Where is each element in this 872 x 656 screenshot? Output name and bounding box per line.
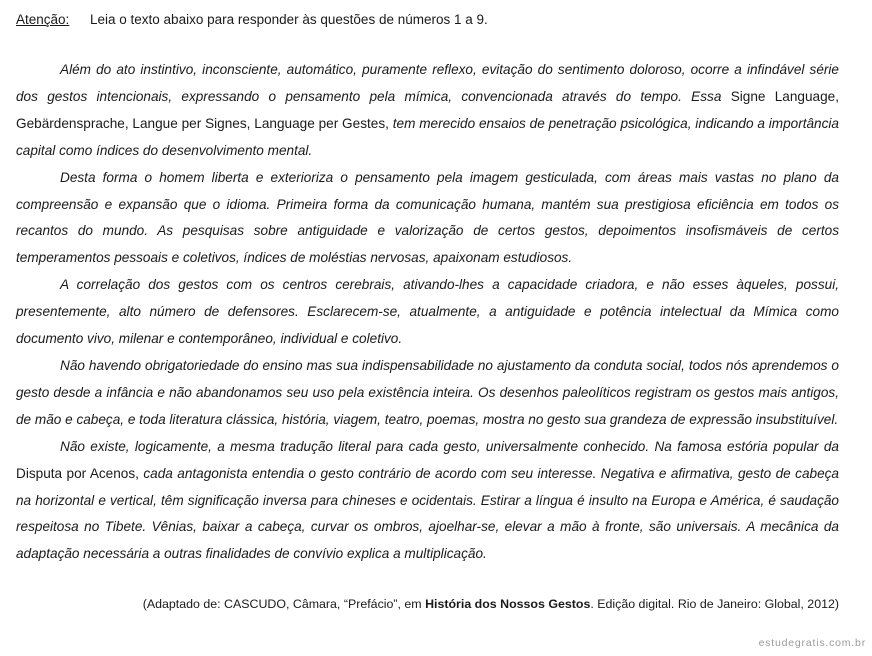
paragraph-5-part-c: cada antagonista entendia o gesto contrário de acordo com seu interesse. Negativa e afirmativa, gesto de cabeça na horizontal e vertical, têm significação inversa para chineses e ocidentais. Estirar a língua é insulto na Europa e América, é saudação respeitosa no Tibete. Vênias, baixar a cabeça, curvar os ombros, ajoelhar-se, elevar a mão à fronte, são universais. A mecânica da adaptação necessária a outras finalidades de convívio explica a multiplicação. xyxy=(16,465,839,562)
paragraph-5-story-title: Disputa por Acenos, xyxy=(16,465,139,481)
paragraph-1-part-a: Além do ato instintivo, inconsciente, automático, puramente reflexo, evitação do sentimento doloroso, ocorre a infindável série dos gestos intencionais, expressando o pensamento pela mímica, convencionada através do tempo. Essa xyxy=(16,62,839,104)
paragraph-1-languages: Signe Language, Gebärdensprache, Langue per Signes, Language per Gestes, xyxy=(16,88,839,131)
paragraph-1-part-c: tem merecido ensaios de penetração psicológica, indicando a importância capital como índices do desenvolvimento mental. xyxy=(16,115,839,158)
paragraph-4: Não havendo obrigatoriedade do ensino mas sua indispensabilidade no ajustamento da conduta social, todos nós aprendemos o gesto desde a infância e não abandonamos seu uso pela existência inteira. Os desenhos paleolíticos registram os gestos mais antigos, de mão e cabeça, e toda literatura clássica, história, viagem, teatro, poemas, mostra no gesto sua grandeza de expressão insubstituível. xyxy=(16,357,839,427)
citation-pre: (Adaptado de: CASCUDO, Câmara, “Prefácio”, em xyxy=(142,597,426,611)
paragraph-2: Desta forma o homem liberta e exterioriza o pensamento pela imagem gesticulada, com áreas mais vastas no plano da compreensão e expansão que o idioma. Primeira forma da comunicação humana, mantém sua prestigiosa eficiência em todos os recantos do mundo. As pesquisas sobre antiguidade e valorização de certos gestos, depoimentos insofismáveis de certos temperamentos pessoais e coletivos, índices de moléstias nervosas, apaixonam estudiosos. xyxy=(16,169,839,266)
paragraph-3: A correlação dos gestos com os centros cerebrais, ativando-lhes a capacidade criadora, e não esses àqueles, possui, presentemente, alto número de defensores. Esclarecem-se, atualmente, a antiguidade e potência intelectual da Mímica como documento vivo, milenar e contemporâneo, individual e coletivo. xyxy=(16,277,839,347)
source-citation xyxy=(143,595,839,613)
paragraph-5 xyxy=(16,434,839,569)
instruction-header xyxy=(16,11,488,29)
paragraph-5-part-a: Não existe, logicamente, a mesma tradução literal para cada gesto, universalmente conhecido. Na famosa estória popular da xyxy=(60,438,839,454)
attention-label: Atenção: xyxy=(16,12,70,27)
citation-book-title: História dos Nossos Gestos xyxy=(425,597,591,611)
paragraph-1 xyxy=(16,57,839,165)
citation-post: . Edição digital. Rio de Janeiro: Global, 2012) xyxy=(590,597,839,611)
site-watermark: estudegratis.com.br xyxy=(758,637,866,649)
instruction-text: Leia o texto abaixo para responder às questões de números 1 a 9. xyxy=(90,12,488,27)
passage-text xyxy=(16,57,839,568)
